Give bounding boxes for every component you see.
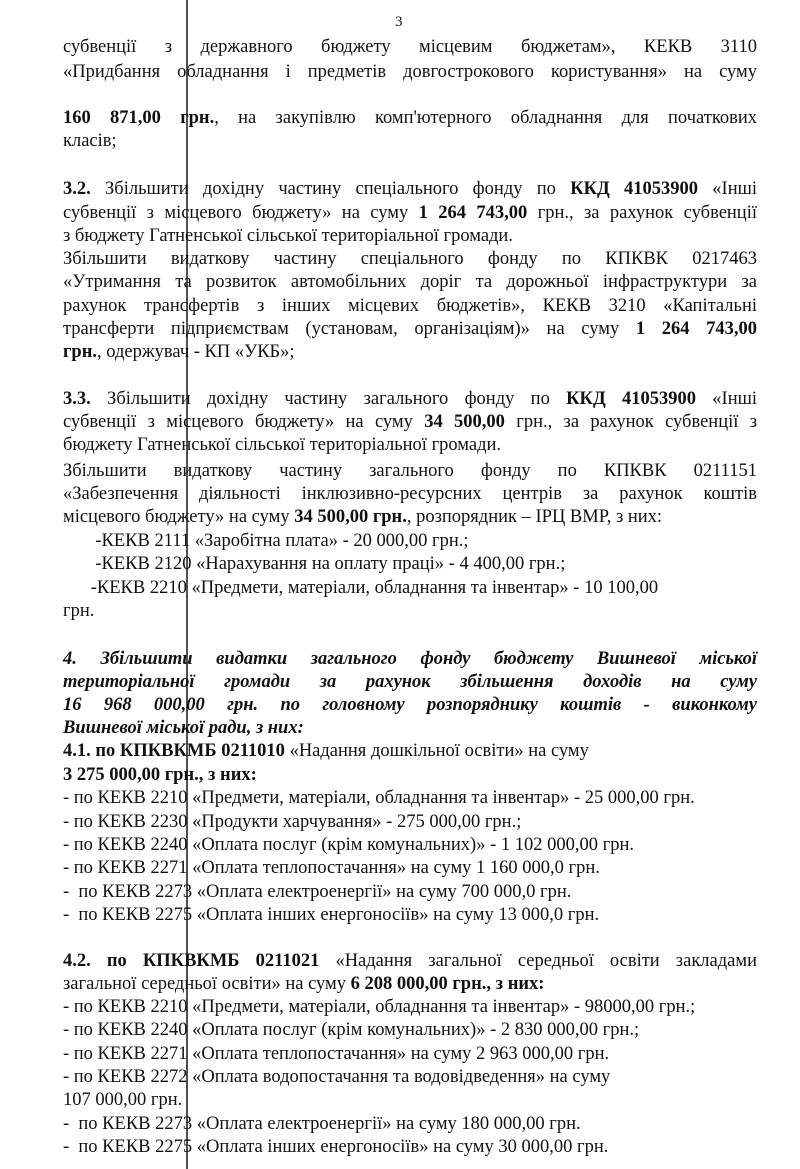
text-line: [63, 107, 757, 129]
text-segment: 3.3.: [63, 389, 91, 409]
text-segment: 34 500,00: [424, 412, 505, 432]
text-segment: місцевого бюджету» на суму: [63, 507, 295, 527]
text-line: [63, 1043, 757, 1065]
text-segment: 3 275 000,00 грн., з них:: [63, 765, 257, 785]
text-line: [63, 202, 757, 224]
text-segment: ККД 41053900: [566, 389, 696, 409]
text-segment: 1 264 743,00: [418, 203, 528, 223]
text-segment: Вишневої міської ради, з них:: [63, 718, 304, 738]
text-line: [63, 36, 757, 58]
text-segment: - по КЕКВ 2275 «Оплата інших енергоносіїв» на суму 13 000,0 грн.: [63, 905, 600, 925]
text-line: [63, 530, 757, 552]
text-segment: «Надання дошкільної освіти» на суму: [284, 741, 589, 761]
text-line: [63, 553, 757, 575]
text-segment: Збільшити дохідну частину спеціального фонду по: [90, 179, 571, 199]
text-segment: субвенції з місцевого бюджету» на суму: [63, 203, 419, 223]
text-segment: грн.: [63, 601, 95, 621]
text-segment: - по КЕКВ 2240 «Оплата послуг (крім комунальних)» - 1 102 000,00 грн.: [63, 835, 634, 855]
text-line: [63, 857, 757, 879]
text-line: [63, 318, 757, 340]
text-segment: - по КЕКВ 2210 «Предмети, матеріали, обладнання та інвентар» - 25 000,00 грн.: [63, 788, 695, 808]
text-segment: трансферти підприємствам (установам, організаціям)» на суму: [63, 319, 636, 339]
text-line: [63, 834, 757, 856]
text-line: [63, 577, 757, 599]
text-line: [63, 1019, 757, 1041]
text-segment: з бюджету Гатненської сільської територіальної громади.: [63, 226, 513, 246]
text-line: [63, 881, 757, 903]
text-segment: 3.2.: [63, 179, 91, 199]
text-segment: територіальної громади за рахунок збільшення доходів на суму: [63, 672, 757, 692]
text-segment: -КЕКВ 2111 «Заробітна плата» - 20 000,00 грн.;: [63, 531, 469, 551]
text-line: [63, 295, 757, 317]
text-line: [63, 648, 757, 670]
text-segment: 16 968 000,00 грн. по головному розпоряднику коштів - виконкому: [63, 695, 757, 715]
text-segment: 107 000,00 грн.: [63, 1090, 183, 1110]
text-line: [63, 506, 757, 528]
text-line: [63, 671, 757, 693]
text-line: [63, 1136, 757, 1158]
text-line: [63, 764, 757, 786]
text-segment: «Інші: [698, 179, 758, 199]
text-line: [63, 271, 757, 293]
text-line: [63, 434, 757, 456]
text-line: [63, 341, 757, 363]
text-segment: грн., за рахунок субвенції: [527, 203, 757, 223]
text-segment: грн., за рахунок субвенції з: [504, 412, 758, 432]
text-segment: «Придбання обладнання і предметів довгострокового користування» на суму: [63, 62, 757, 82]
page-number: 3: [395, 14, 403, 30]
text-segment: загальної середньої освіти» на суму: [63, 974, 351, 994]
text-segment: «Забезпечення діяльності інклюзивно-ресурсних центрів за рахунок коштів: [63, 484, 757, 504]
text-segment: - по КЕКВ 2273 «Оплата електроенергії» на суму 180 000,00 грн.: [63, 1114, 581, 1134]
text-segment: - по КЕКВ 2240 «Оплата послуг (крім комунальних)» - 2 830 000,00 грн.;: [63, 1020, 640, 1040]
text-segment: бюджету Гатненської сільської територіальної громади.: [63, 435, 502, 455]
text-segment: субвенції з державного бюджету місцевим бюджетам», КЕКВ 3110: [63, 37, 757, 57]
text-line: [63, 787, 757, 809]
text-segment: «Надання загальної середньої освіти закладами: [319, 951, 757, 971]
text-line: [63, 225, 757, 247]
text-segment: класів;: [63, 131, 117, 151]
text-segment: - по КЕКВ 2271 «Оплата теплопостачання» на суму 2 963 000,00 грн.: [63, 1044, 610, 1064]
text-line: [63, 600, 757, 622]
text-line: [63, 1113, 757, 1135]
text-segment: - по КЕКВ 2230 «Продукти харчування» - 275 000,00 грн.;: [63, 812, 522, 832]
text-segment: , розпорядник – ІРЦ ВМР, з них:: [406, 507, 663, 527]
text-segment: - по КЕКВ 2210 «Предмети, матеріали, обладнання та інвентар» - 98000,00 грн.;: [63, 997, 696, 1017]
text-line: [63, 483, 757, 505]
text-segment: «Інші: [696, 389, 757, 409]
text-segment: «Утримання та розвиток автомобільних доріг та дорожньої інфраструктури за: [63, 272, 757, 292]
text-line: [63, 740, 757, 762]
text-segment: Збільшити видаткову частину загального фонду по КПКВК 0211151: [63, 461, 757, 481]
text-segment: грн.: [63, 342, 97, 362]
text-line: [63, 973, 757, 995]
text-segment: Збільшити дохідну частину загального фонду по: [90, 389, 567, 409]
text-segment: - по КЕКВ 2271 «Оплата теплопостачання» на суму 1 160 000,0 грн.: [63, 858, 600, 878]
text-line: [63, 1066, 757, 1088]
text-segment: -КЕКВ 2210 «Предмети, матеріали, обладнання та інвентар» - 10 100,00: [63, 578, 659, 598]
text-segment: 1 264 743,00: [635, 319, 757, 339]
text-line: [63, 411, 757, 433]
text-line: [63, 178, 757, 200]
text-segment: - по КЕКВ 2273 «Оплата електроенергії» на суму 700 000,0 грн.: [63, 882, 572, 902]
text-segment: , одержувач - КП «УКБ»;: [96, 342, 295, 362]
text-segment: 4.1. по КПКВКМБ 0211010: [63, 741, 285, 761]
text-segment: рахунок трансфертів з інших місцевих бюджетів», КЕКВ 3210 «Капітальні: [63, 296, 757, 316]
text-line: [63, 130, 757, 152]
text-segment: -КЕКВ 2120 «Нарахування на оплату праці» - 4 400,00 грн.;: [63, 554, 566, 574]
text-segment: 6 208 000,00 грн., з них:: [350, 974, 545, 994]
text-segment: 34 500,00 грн.: [294, 507, 407, 527]
text-segment: субвенції з місцевого бюджету» на суму: [63, 412, 425, 432]
text-line: [63, 811, 757, 833]
text-segment: 4. Збільшити видатки загального фонду бюджету Вишневої міської: [63, 649, 757, 669]
text-line: [63, 248, 757, 270]
text-segment: Збільшити видаткову частину спеціального фонду по КПКВК 0217463: [63, 249, 757, 269]
text-segment: - по КЕКВ 2275 «Оплата інших енергоносіїв» на суму 30 000,00 грн.: [63, 1137, 609, 1157]
text-segment: ККД 41053900: [570, 179, 699, 199]
text-line: [63, 717, 757, 739]
text-segment: 4.2. по КПКВКМБ 0211021: [63, 951, 320, 971]
text-line: [63, 388, 757, 410]
text-line: [63, 904, 757, 926]
text-line: [63, 694, 757, 716]
text-line: [63, 1089, 757, 1111]
text-segment: 160 871,00 грн.: [63, 108, 215, 128]
text-line: [63, 460, 757, 482]
text-segment: - по КЕКВ 2272 «Оплата водопостачання та водовідведення» на суму: [63, 1067, 611, 1087]
text-line: [63, 996, 757, 1018]
text-line: [63, 61, 757, 83]
text-line: [63, 950, 757, 972]
text-segment: , на закупівлю комп'ютерного обладнання для початкових: [214, 108, 757, 128]
